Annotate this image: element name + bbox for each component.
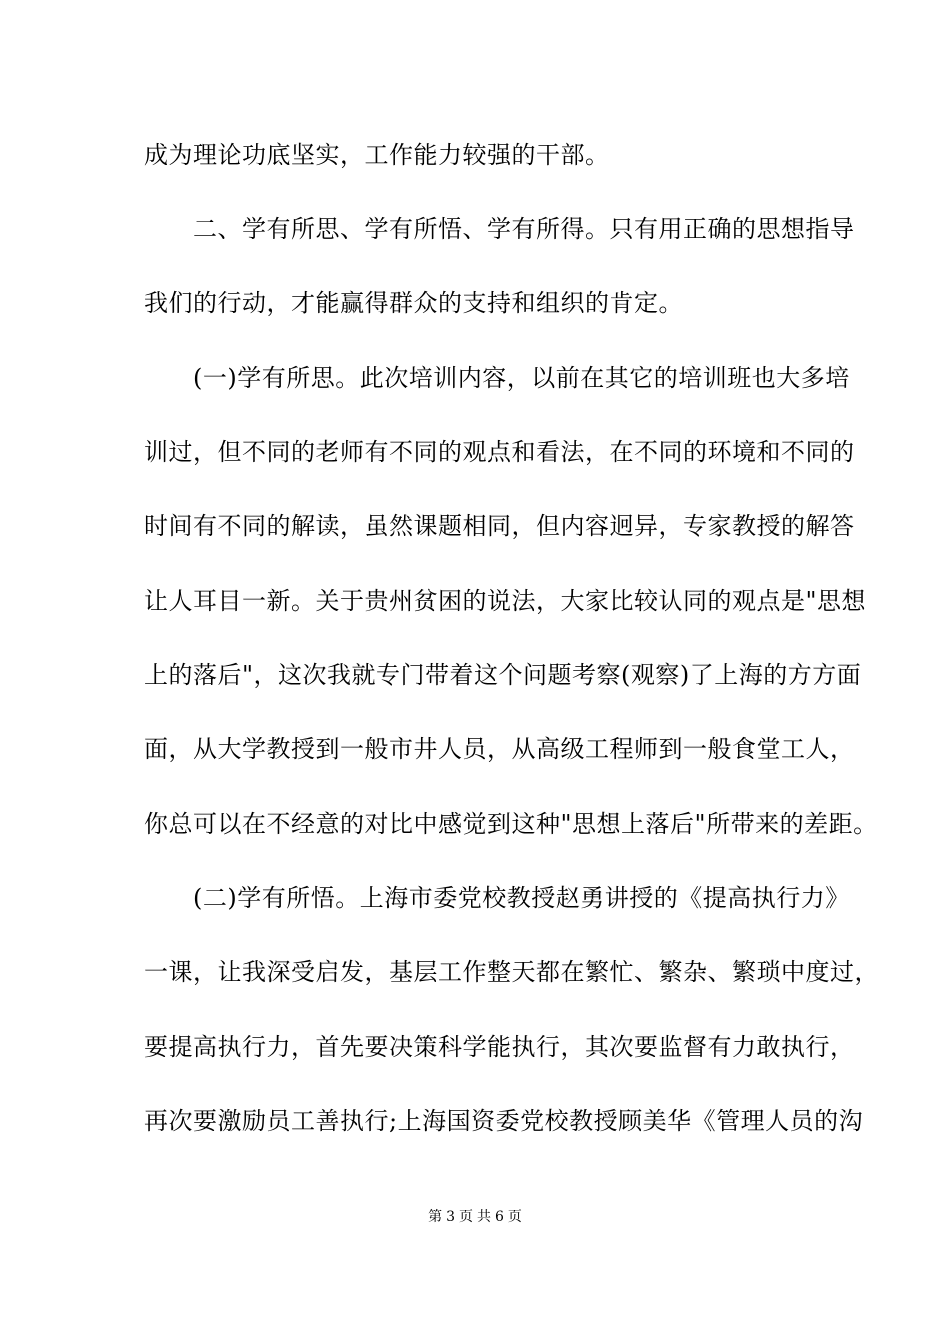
paragraph-line: 面，从大学教授到一般市井人员，从高级工程师到一般食堂工人， (144, 735, 855, 763)
paragraph-line: 时间有不同的解读，虽然课题相同，但内容迥异，专家教授的解答 (144, 512, 855, 540)
footer-suffix: 页 (507, 1209, 522, 1225)
paragraph-line: 再次要激励员工善执行;上海国资委党校教授顾美华《管理人员的沟 (144, 1107, 864, 1135)
page-footer (0, 1208, 950, 1226)
paragraph-line: 一课，让我深受启发，基层工作整天都在繁忙、繁杂、繁琐中度过， (144, 958, 879, 986)
paragraph-line: 我们的行动，才能赢得群众的支持和组织的肯定。 (144, 289, 683, 317)
paragraph-line: 你总可以在不经意的对比中感觉到这种"思想上落后"所带来的差距。 (144, 810, 878, 838)
paragraph-line: 让人耳目一新。关于贵州贫困的说法，大家比较认同的观点是"思想 (144, 587, 867, 615)
paragraph-line: 要提高执行力，首先要决策科学能执行，其次要监督有力敢执行， (144, 1033, 855, 1061)
paragraph-line: 上的落后"，这次我就专门带着这个问题考察(观察)了上海的方方面 (144, 661, 862, 689)
paragraph-line: 训过，但不同的老师有不同的观点和看法，在不同的环境和不同的 (144, 438, 855, 466)
paragraph-line: 成为理论功底坚实，工作能力较强的干部。 (144, 141, 610, 169)
footer-page-label: 页 (459, 1209, 473, 1225)
footer-prefix: 第 (428, 1209, 443, 1225)
current-page-number: 3 (446, 1209, 455, 1225)
footer-total-prefix: 共 (477, 1209, 491, 1225)
total-pages-number: 6 (495, 1209, 504, 1225)
paragraph-line: (二)学有所悟。上海市委党校教授赵勇讲授的《提高执行力》 (144, 884, 850, 912)
paragraph-line: 二、学有所思、学有所悟、学有所得。只有用正确的思想指导 (144, 215, 855, 243)
paragraph-line: (一)学有所思。此次培训内容，以前在其它的培训班也大多培 (144, 364, 850, 392)
